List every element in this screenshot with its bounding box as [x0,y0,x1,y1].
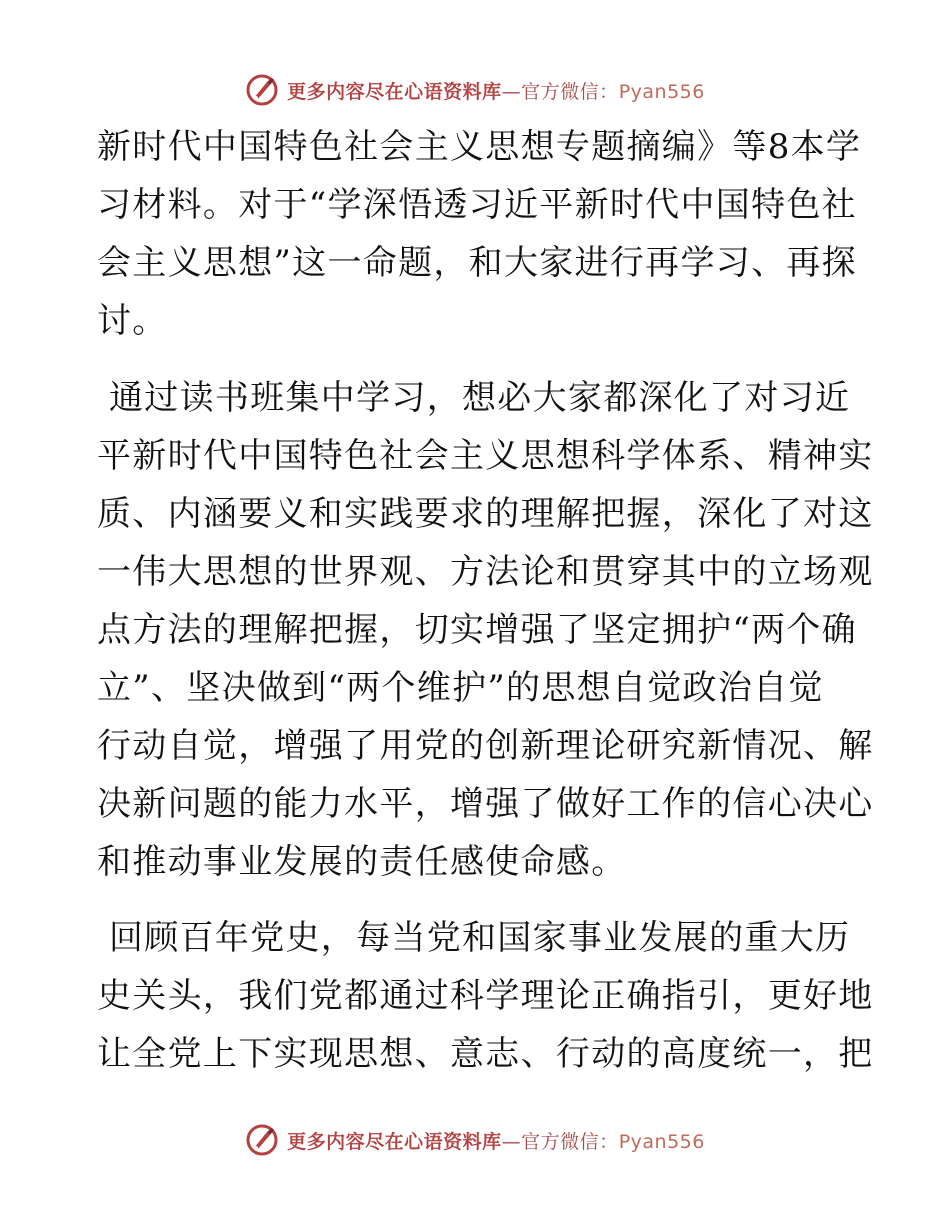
paragraph-3 [97,909,874,1083]
footer-brand-text: 更多内容尽在心语资料库 [287,1130,502,1153]
paragraph-line: 讨。 [97,301,168,341]
paragraph-line: 行动自觉，增强了用党的创新理论研究新情况、解 [97,726,874,766]
paragraph-line: 立”、坚决做到“两个维护”的思想自觉政治自觉 [97,668,824,708]
header-wechat-label: 官方微信： [521,80,619,103]
paragraph-line: 习材料。对于“学深悟透习近平新时代中国特色社 [97,185,857,225]
paragraph-line: 质、内涵要义和实践要求的理解把握，深化了对这 [97,494,874,534]
paragraph-line: 点方法的理解把握，切实增强了坚定拥护“两个确 [97,610,857,650]
paragraph-1 [97,118,862,350]
paragraph-2 [97,369,874,891]
quill-pen-icon [245,1123,279,1157]
paragraph-line: 通过读书班集中学习，想必大家都深化了对习近 [109,378,851,418]
paragraph-line: 和推动事业发展的责任感使命感。 [97,842,627,882]
paragraph-line: 让全党上下实现思想、意志、行动的高度统一，把 [97,1034,874,1074]
paragraph-line: 新时代中国特色社会主义思想专题摘编》等8本学 [97,127,862,167]
footer-watermark-text [287,1127,705,1154]
paragraph-line: 平新时代中国特色社会主义思想科学体系、精神实 [97,436,874,476]
header-watermark [0,70,950,110]
footer-dash: — [501,1130,522,1153]
header-wechat-id: Pyan556 [618,80,705,103]
footer-wechat-id: Pyan556 [618,1130,705,1153]
footer-watermark [0,1120,950,1160]
quill-pen-icon [245,73,279,107]
footer-wechat-label: 官方微信： [521,1130,619,1153]
paragraph-line: 会主义思想”这一命题，和大家进行再学习、再探 [97,243,857,283]
paragraph-line: 一伟大思想的世界观、方法论和贯穿其中的立场观 [97,552,874,592]
header-brand-text: 更多内容尽在心语资料库 [287,80,502,103]
paragraph-line: 回顾百年党史，每当党和国家事业发展的重大历 [109,918,851,958]
header-watermark-text [287,77,705,104]
paragraph-line: 决新问题的能力水平，增强了做好工作的信心决心 [97,784,874,824]
paragraph-line: 史关头，我们党都通过科学理论正确指引，更好地 [97,976,874,1016]
header-dash: — [501,80,522,103]
